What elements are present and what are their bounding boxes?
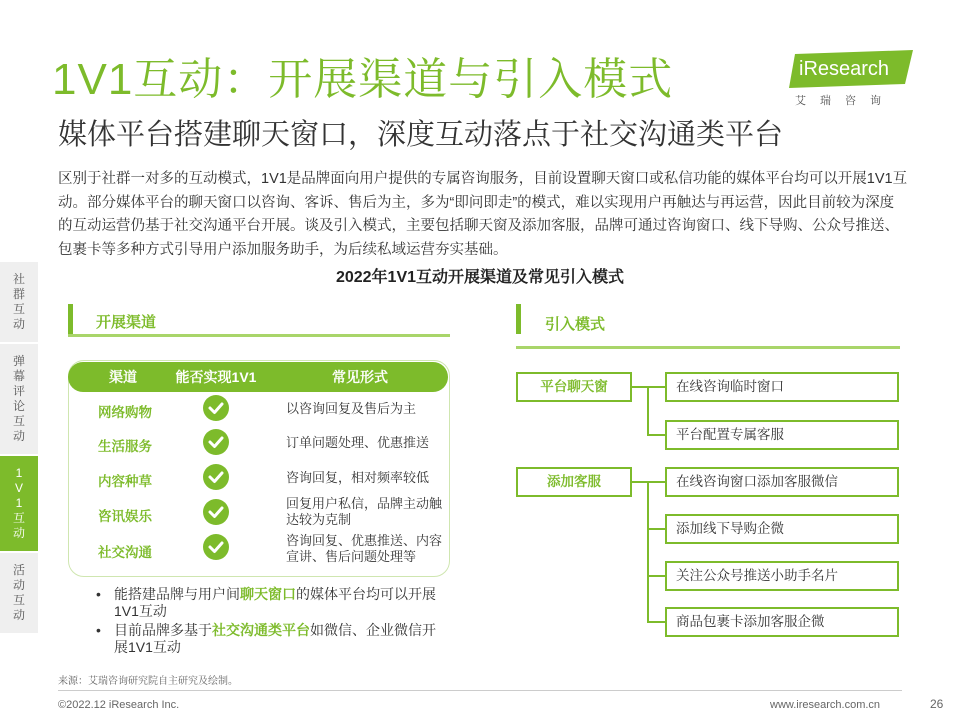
logo-text: iResearch	[799, 58, 890, 80]
option-box: 在线咨询窗口添加客服微信	[665, 467, 899, 497]
bullet-text: 如微信、企业微信开展1V1互动	[114, 622, 436, 655]
table-row-form: 订单问题处理、优惠推送	[286, 435, 430, 450]
intro-paragraph: 区别于社群一对多的互动模式，1V1是品牌面向用户提供的专属咨询服务，目前设置聊天窗口或私信功能的媒体平台均可以开展1V1互动。部分媒体平台的聊天窗口以咨询、客诉、售后为主，多为“即问即走”的模式，难以实现用户再触达与再运营，因此目前较为深度的互动运营仍基于社交沟通平台开展。谈及引入模式，主要包括聊天窗及添加客服，品牌可通过咨询窗口、线下导购、公众号推送、包裹卡等多种方式引导用户添加服务助手，为后续私域运营夯实基础。	[58, 171, 908, 258]
option-box: 在线咨询临时窗口	[665, 372, 899, 402]
website-link[interactable]: www.iresearch.com.cn	[770, 699, 881, 711]
figure-title: 2022年1V1互动开展渠道及常见引入模式	[335, 269, 625, 286]
bullet-dot-icon: •	[96, 622, 101, 638]
page-number: 26	[930, 697, 944, 711]
option-box: 添加线下导购企微	[665, 514, 899, 544]
bullet-highlight: 社交沟通类平台	[212, 622, 310, 638]
connector-line	[647, 575, 665, 577]
bullet-text: 的媒体平台均可以开展1V1互动	[114, 586, 436, 619]
right-section-line	[516, 346, 900, 349]
check-icon	[203, 499, 229, 525]
sidenav-item-activity[interactable]	[0, 553, 38, 633]
section-bar	[68, 304, 73, 334]
list-item	[94, 622, 444, 656]
bullet-highlight: 聊天窗口	[240, 586, 296, 602]
table-row-channel: 咨讯娱乐	[98, 509, 152, 524]
option-box: 商品包裹卡添加客服企微	[665, 607, 899, 637]
column-header: 能否实现1V1	[175, 369, 257, 385]
connector-line	[647, 621, 665, 623]
logo-subtext: 艾瑞咨询	[795, 95, 895, 107]
check-icon	[203, 429, 229, 455]
table-row-channel: 生活服务	[98, 439, 152, 454]
sidenav-item-danmaku[interactable]	[0, 344, 38, 454]
sidenav-item-1v1[interactable]	[0, 456, 38, 551]
table-row-form: 以咨询回复及售后为主	[286, 401, 417, 416]
table-row-form: 回复用户私信，品牌主动触达较为克制	[286, 496, 443, 527]
connector-line	[647, 386, 665, 388]
check-icon	[203, 395, 229, 421]
left-section-label: 开展渠道	[96, 314, 157, 331]
table-row-form: 咨询回复，相对频率较低	[286, 470, 430, 485]
bullet-text: 目前品牌多基于	[114, 622, 212, 638]
sidenav-item-label: 弹幕评论互动	[12, 354, 25, 443]
column-header: 渠道	[109, 369, 137, 385]
category-box-chat: 平台聊天窗	[516, 372, 632, 402]
category-box-service: 添加客服	[516, 467, 632, 497]
connector-line	[647, 386, 649, 436]
right-section-label: 引入模式	[545, 316, 606, 333]
connector-line	[647, 481, 649, 622]
sidenav-item-label: 社群互动	[12, 272, 25, 331]
page-title: 1V1互动：开展渠道与引入模式	[52, 55, 674, 104]
table-row-channel: 社交沟通	[98, 545, 152, 560]
bullet-dot-icon: •	[96, 586, 101, 602]
side-nav	[0, 262, 38, 635]
section-bar	[516, 304, 521, 334]
left-section-line	[68, 334, 450, 337]
connector-line	[647, 528, 665, 530]
connector-line	[647, 481, 665, 483]
table-row-channel: 网络购物	[98, 405, 152, 420]
bullet-list	[94, 586, 444, 658]
list-item	[94, 586, 444, 620]
source-note: 来源：艾瑞咨询研究院自主研究及绘制。	[58, 676, 238, 687]
table-row-form: 咨询回复、优惠推送、内容宣讲、售后问题处理等	[286, 533, 443, 564]
sidenav-item-community[interactable]	[0, 262, 38, 342]
connector-line	[647, 434, 665, 436]
copyright: ©2022.12 iResearch Inc.	[58, 699, 180, 711]
option-box: 关注公众号推送小助手名片	[665, 561, 899, 591]
check-icon	[203, 534, 229, 560]
connector-line	[630, 481, 648, 483]
page-subtitle: 媒体平台搭建聊天窗口，深度互动落点于社交沟通类平台	[58, 119, 784, 151]
connector-line	[630, 386, 648, 388]
iresearch-logo	[785, 50, 920, 110]
check-icon	[203, 464, 229, 490]
footer-divider	[58, 690, 902, 691]
table-row-channel: 内容种草	[98, 474, 152, 489]
sidenav-item-label: 活动互动	[12, 563, 25, 622]
bullet-text: 能搭建品牌与用户间	[114, 586, 240, 602]
option-box: 平台配置专属客服	[665, 420, 899, 450]
column-header: 常见形式	[332, 369, 388, 385]
sidenav-item-label: 1V1互动	[12, 466, 25, 540]
